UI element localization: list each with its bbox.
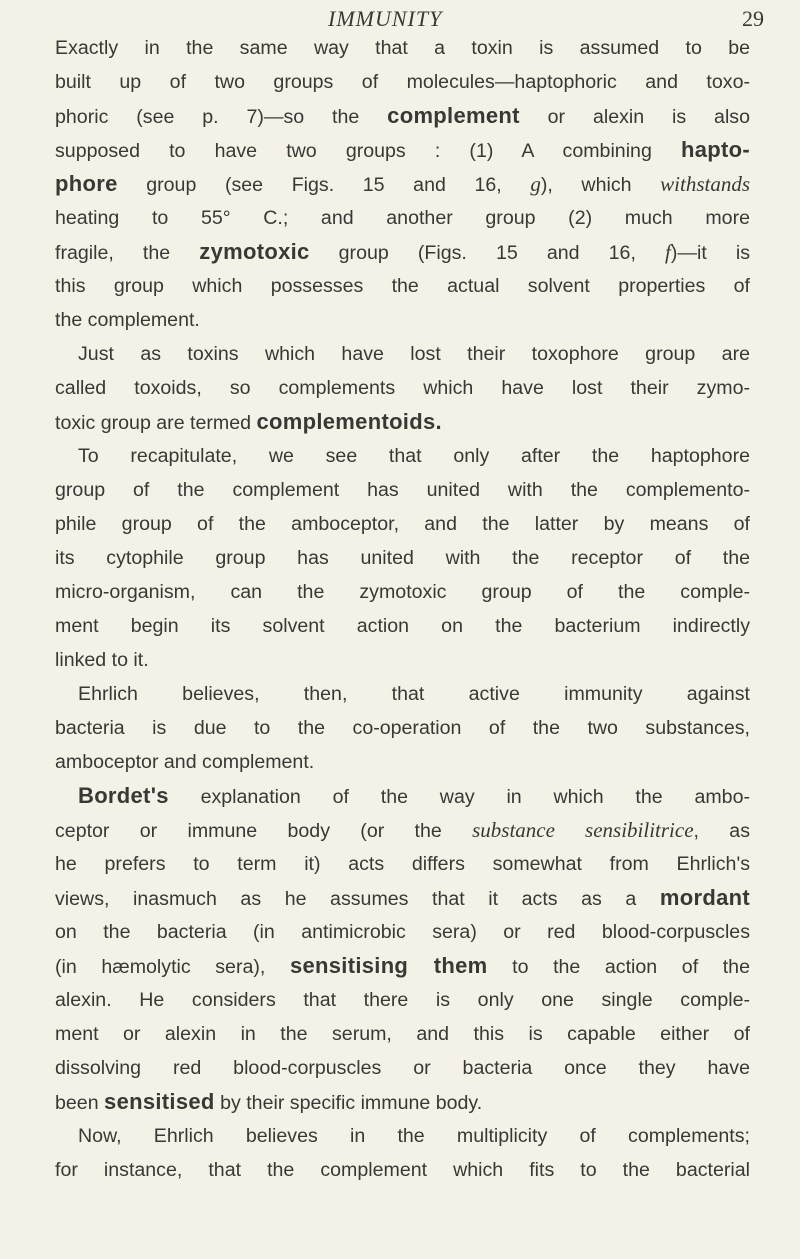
term-mordant: mordant — [659, 885, 750, 910]
emphasis-withstands: withstands — [660, 172, 750, 196]
text-line: he prefers to term it) acts differs somewhat from Ehrlich's — [55, 853, 750, 875]
text-line: its cytophile group has united with the receptor of the — [55, 547, 750, 569]
text-line: been sensitised by their specific immune body. — [55, 1089, 483, 1114]
text-line: Now, Ehrlich believes in the multiplicity of complements; — [78, 1125, 750, 1147]
text-line: ceptor or immune body (or the substance sensibilitrice, as — [55, 818, 750, 842]
text-line: the complement. — [55, 309, 200, 331]
text-line: Just as toxins which have lost their toxophore group are — [78, 343, 750, 365]
emphasis-substance-sensibilitrice: substance sensibilitrice — [472, 818, 694, 842]
text-line: fragile, the zymotoxic group (Figs. 15 and 16, f)—it is — [55, 239, 751, 264]
term-sensitising-them: sensitising them — [289, 953, 488, 978]
text-line: alexin. He considers that there is only one single comple- — [55, 989, 750, 1011]
text-line: phile group of the amboceptor, and the latter by means of — [55, 513, 750, 535]
text-line: built up of two groups of molecules—haptophoric and toxo- — [55, 71, 750, 93]
text-line: toxic group are termed complementoids. — [55, 409, 442, 434]
text-line: dissolving red blood-corpuscles or bacteria once they have — [55, 1057, 750, 1079]
text-line: ment or alexin in the serum, and this is capable either of — [55, 1023, 750, 1045]
term-bordets: Bordet's — [78, 783, 169, 808]
text-line: Exactly in the same way that a toxin is assumed to be — [55, 37, 750, 59]
text-line: Bordet's explanation of the way in which the ambo- — [78, 783, 750, 808]
term-sensitised: sensitised — [104, 1089, 215, 1114]
text-line: called toxoids, so complements which have lost their zymo- — [55, 377, 750, 399]
term-complementoids: complementoids. — [256, 409, 442, 434]
text-line: supposed to have two groups : (1) A combining hapto- — [55, 137, 750, 162]
text-line: views, inasmuch as he assumes that it acts as a mordant — [55, 885, 750, 910]
text-line: phoric (see p. 7)—so the complement or alexin is also — [55, 103, 750, 128]
running-head: IMMUNITY — [328, 6, 443, 31]
text-line: this group which possesses the actual solvent properties of — [55, 275, 750, 297]
text-line: To recapitulate, we see that only after the haptophore — [78, 445, 750, 467]
text-line: heating to 55° C.; and another group (2) much more — [55, 207, 750, 229]
text-line: linked to it. — [55, 649, 149, 671]
text-line: for instance, that the complement which fits to the bacterial — [55, 1159, 750, 1181]
text-line: Ehrlich believes, then, that active immunity against — [78, 683, 750, 705]
text-line: bacteria is due to the co-operation of the two substances, — [55, 717, 750, 739]
term-haptophore: hapto- — [680, 137, 750, 162]
text-line: phore group (see Figs. 15 and 16, g), which withstands — [55, 171, 750, 196]
text-line: (in hæmolytic sera), sensitising them to the action of the — [55, 953, 750, 978]
text-line: ment begin its solvent action on the bacterium indirectly — [55, 615, 750, 637]
text-line: on the bacteria (in antimicrobic sera) or red blood-corpuscles — [55, 921, 750, 943]
term-zymotoxic: zymotoxic — [199, 239, 310, 264]
page-number: 29 — [742, 6, 764, 31]
term-complement: complement — [387, 103, 520, 128]
text-line: amboceptor and complement. — [55, 751, 315, 773]
text-line: micro-organism, can the zymotoxic group of the comple- — [55, 581, 750, 603]
text-line: group of the complement has united with the complemento- — [55, 479, 750, 501]
